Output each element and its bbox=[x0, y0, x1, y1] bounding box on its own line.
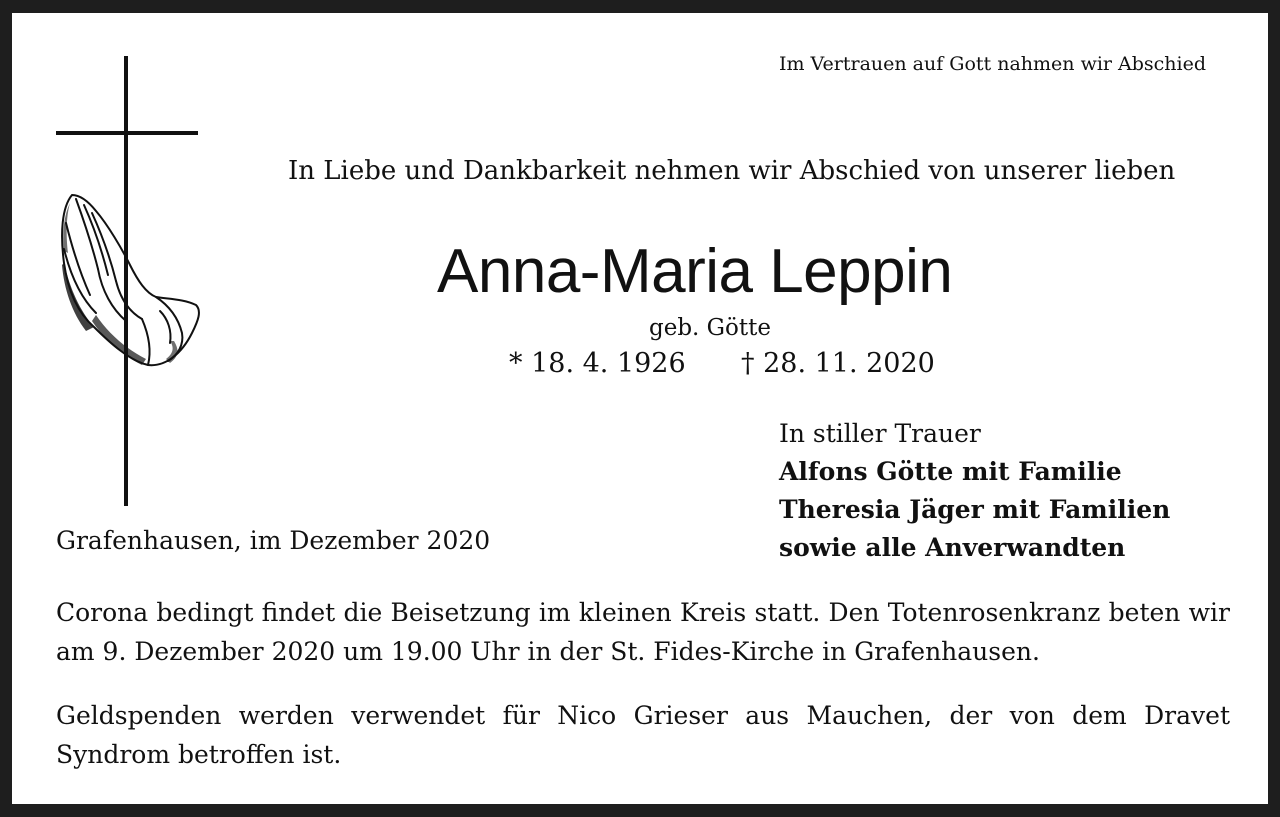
intro-text: In Liebe und Dankbarkeit nehmen wir Abschied von unserer lieben bbox=[288, 156, 1176, 186]
mourners-heading: In stiller Trauer bbox=[779, 419, 981, 448]
deceased-name: Anna-Maria Leppin bbox=[437, 237, 953, 306]
donation-notice-paragraph: Geldspenden werden verwendet für Nico Grieser aus Mauchen, der von dem Dravet Syndrom betroffen ist. bbox=[56, 701, 1230, 769]
mourners-block bbox=[779, 415, 1170, 567]
mourner-line: Alfons Götte mit Familie bbox=[779, 457, 1122, 486]
death-date: † 28. 11. 2020 bbox=[741, 348, 935, 379]
life-dates bbox=[509, 348, 935, 379]
birth-date: * 18. 4. 1926 bbox=[509, 348, 686, 379]
maiden-name: geb. Götte bbox=[649, 315, 771, 341]
praying-hands-icon bbox=[56, 193, 206, 383]
place-date: Grafenhausen, im Dezember 2020 bbox=[56, 526, 491, 555]
mourner-line: sowie alle Anverwandten bbox=[779, 533, 1126, 562]
motto-text: Im Vertrauen auf Gott nahmen wir Abschied bbox=[779, 53, 1207, 75]
mourner-line: Theresia Jäger mit Familien bbox=[779, 495, 1171, 524]
obituary-card bbox=[12, 13, 1268, 804]
funeral-notice-paragraph: Corona bedingt findet die Beisetzung im kleinen Kreis statt. Den Totenrosenkranz beten wir am 9. Dezember 2020 um 19.00 Uhr in der St. Fides-Kirche in Grafenhausen. bbox=[56, 598, 1230, 666]
cross-icon-crossbar bbox=[56, 131, 198, 135]
